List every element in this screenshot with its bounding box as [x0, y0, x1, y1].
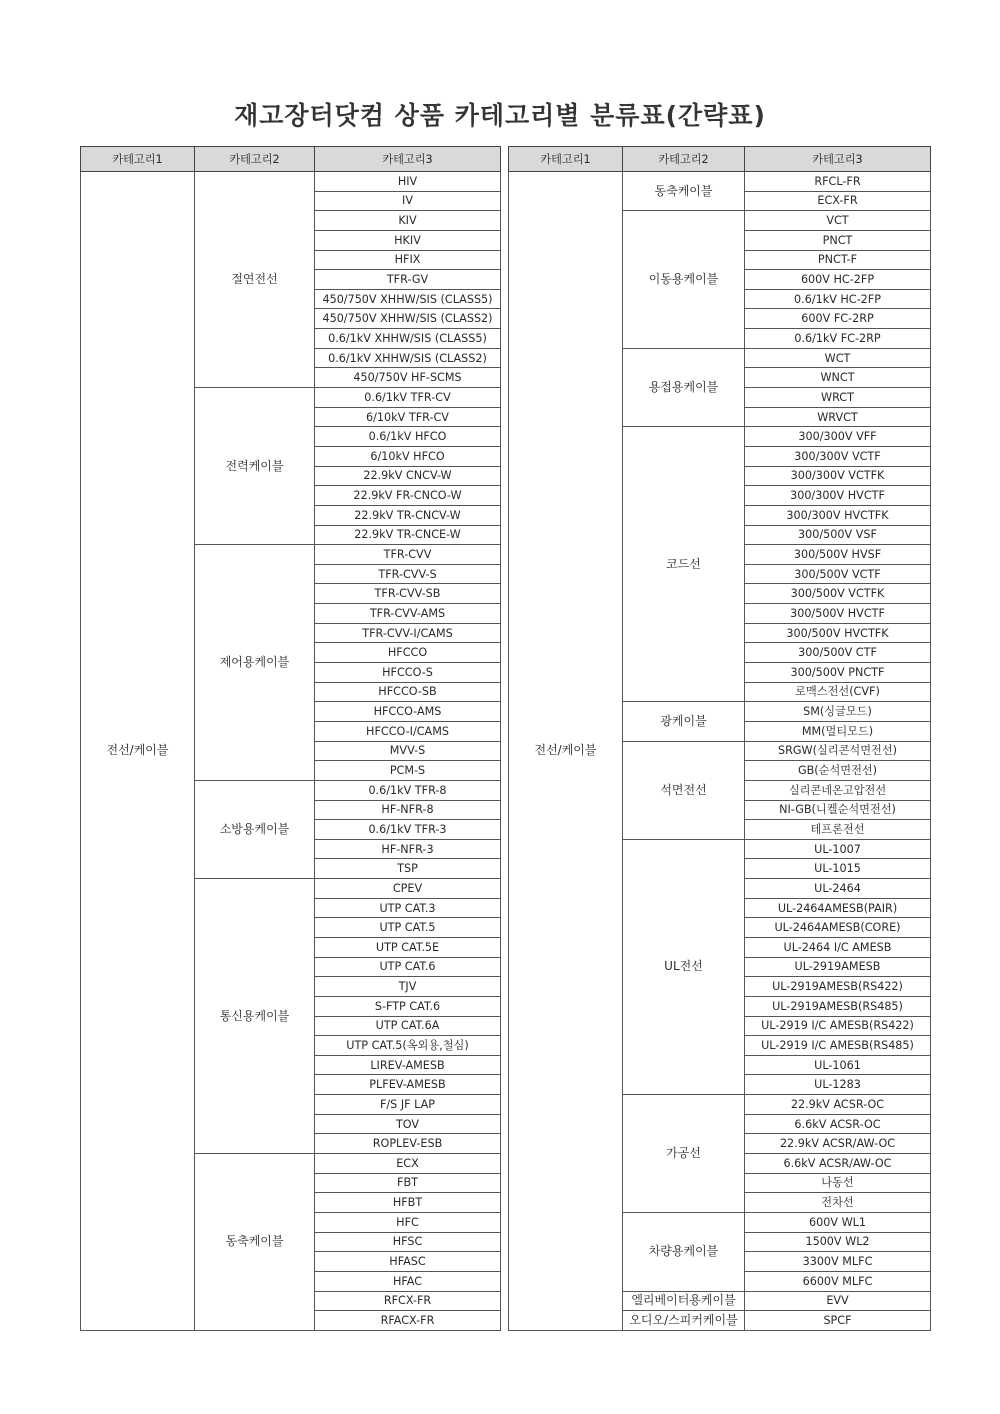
category3-cell: GB(순석면전선)	[745, 761, 931, 781]
category3-cell: 테프론전선	[745, 820, 931, 840]
category3-cell: 6/10kV TFR-CV	[315, 407, 501, 427]
category3-cell: SPCF	[745, 1311, 931, 1331]
category3-cell: WCT	[745, 348, 931, 368]
category3-cell: 6.6kV ACSR-OC	[745, 1114, 931, 1134]
category2-cell: 통신용케이블	[195, 879, 315, 1154]
category2-cell: 동축케이블	[195, 1154, 315, 1331]
category3-cell: PLFEV-AMESB	[315, 1075, 501, 1095]
category3-cell: 600V HC-2FP	[745, 270, 931, 290]
category3-cell: 22.9kV FR-CNCO-W	[315, 486, 501, 506]
category3-cell: TFR-CVV-I/CAMS	[315, 623, 501, 643]
category3-cell: 300/500V VCTFK	[745, 584, 931, 604]
category2-cell: 석면전선	[623, 741, 745, 839]
category3-cell: TOV	[315, 1114, 501, 1134]
category3-cell: 6.6kV ACSR/AW-OC	[745, 1154, 931, 1174]
category3-cell: 22.9kV TR-CNCV-W	[315, 505, 501, 525]
header-category2: 카테고리2	[195, 147, 315, 172]
header-category1: 카테고리1	[509, 147, 623, 172]
category3-cell: SRGW(실리콘석면전선)	[745, 741, 931, 761]
category3-cell: HFCCO-AMS	[315, 702, 501, 722]
category3-cell: TFR-CVV	[315, 545, 501, 565]
category3-cell: PNCT	[745, 230, 931, 250]
header-category3: 카테고리3	[745, 147, 931, 172]
category2-cell: UL전선	[623, 839, 745, 1094]
category3-cell: 450/750V XHHW/SIS (CLASS5)	[315, 289, 501, 309]
category3-cell: UTP CAT.6	[315, 957, 501, 977]
category3-cell: HFASC	[315, 1252, 501, 1272]
category3-cell: SM(싱글모드)	[745, 702, 931, 722]
category3-cell: CPEV	[315, 879, 501, 899]
category3-cell: 300/500V PNCTF	[745, 663, 931, 683]
category3-cell: 22.9kV CNCV-W	[315, 466, 501, 486]
category3-cell: UL-2464	[745, 879, 931, 899]
category3-cell: EVV	[745, 1291, 931, 1311]
table-row	[81, 172, 501, 192]
category3-cell: 300/500V HVSF	[745, 545, 931, 565]
category3-cell: UTP CAT.5(옥외용,철심)	[315, 1036, 501, 1056]
category3-cell: 450/750V XHHW/SIS (CLASS2)	[315, 309, 501, 329]
category1-cell: 전선/케이블	[509, 172, 623, 1331]
category3-cell: TJV	[315, 977, 501, 997]
category3-cell: UTP CAT.6A	[315, 1016, 501, 1036]
category3-cell: 22.9kV ACSR-OC	[745, 1095, 931, 1115]
category3-cell: 22.9kV ACSR/AW-OC	[745, 1134, 931, 1154]
category3-cell: 300/300V VCTFK	[745, 466, 931, 486]
category3-cell: 실리콘네온고압전선	[745, 780, 931, 800]
header-category2: 카테고리2	[623, 147, 745, 172]
category-table-left	[80, 146, 501, 1331]
category3-cell: HFC	[315, 1212, 501, 1232]
category3-cell: HFBT	[315, 1193, 501, 1213]
category3-cell: FBT	[315, 1173, 501, 1193]
category3-cell: 300/300V HVCTFK	[745, 505, 931, 525]
category2-cell: 제어용케이블	[195, 545, 315, 781]
category3-cell: 0.6/1kV HFCO	[315, 427, 501, 447]
category3-cell: HFCCO-S	[315, 663, 501, 683]
category3-cell: 0.6/1kV TFR-3	[315, 820, 501, 840]
category2-cell: 코드선	[623, 427, 745, 702]
category3-cell: 로맥스전선(CVF)	[745, 682, 931, 702]
category2-cell: 동축케이블	[623, 172, 745, 211]
category3-cell: ECX-FR	[745, 191, 931, 211]
category3-cell: TFR-GV	[315, 270, 501, 290]
category3-cell: UL-1015	[745, 859, 931, 879]
category3-cell: PNCT-F	[745, 250, 931, 270]
category3-cell: 300/300V VFF	[745, 427, 931, 447]
category3-cell: UL-2464AMESB(CORE)	[745, 918, 931, 938]
category3-cell: 300/500V HVCTF	[745, 604, 931, 624]
category3-cell: PCM-S	[315, 761, 501, 781]
category3-cell: HF-NFR-3	[315, 839, 501, 859]
category3-cell: UTP CAT.3	[315, 898, 501, 918]
category3-cell: 3300V MLFC	[745, 1252, 931, 1272]
header-row	[81, 147, 501, 172]
category3-cell: WRCT	[745, 388, 931, 408]
category3-cell: TFR-CVV-S	[315, 564, 501, 584]
category3-cell: ECX	[315, 1154, 501, 1174]
category3-cell: 22.9kV TR-CNCE-W	[315, 525, 501, 545]
category2-cell: 엘리베이터용케이블	[623, 1291, 745, 1311]
category3-cell: 0.6/1kV TFR-8	[315, 780, 501, 800]
category3-cell: UL-2919AMESB(RS422)	[745, 977, 931, 997]
category3-cell: HFCCO-I/CAMS	[315, 721, 501, 741]
category3-cell: HFCCO-SB	[315, 682, 501, 702]
category3-cell: HFAC	[315, 1271, 501, 1291]
category3-cell: 0.6/1kV FC-2RP	[745, 329, 931, 349]
category3-cell: VCT	[745, 211, 931, 231]
category2-cell: 오디오/스피커케이블	[623, 1311, 745, 1331]
category3-cell: UL-2919AMESB(RS485)	[745, 996, 931, 1016]
category3-cell: 6/10kV HFCO	[315, 446, 501, 466]
category3-cell: UL-2464 I/C AMESB	[745, 937, 931, 957]
category2-cell: 이동용케이블	[623, 211, 745, 348]
header-category1: 카테고리1	[81, 147, 195, 172]
category3-cell: 0.6/1kV XHHW/SIS (CLASS5)	[315, 329, 501, 349]
category3-cell: 나동선	[745, 1173, 931, 1193]
category3-cell: 1500V WL2	[745, 1232, 931, 1252]
category1-cell: 전선/케이블	[81, 172, 195, 1331]
page-title: 재고장터닷컴 상품 카테고리별 분류표(간략표)	[234, 101, 766, 130]
category3-cell: 300/300V HVCTF	[745, 486, 931, 506]
category3-cell: UL-2919 I/C AMESB(RS422)	[745, 1016, 931, 1036]
header-category3: 카테고리3	[315, 147, 501, 172]
category2-cell: 가공선	[623, 1095, 745, 1213]
category3-cell: UL-1061	[745, 1055, 931, 1075]
category3-cell: 6600V MLFC	[745, 1271, 931, 1291]
category3-cell: HFCCO	[315, 643, 501, 663]
category-table-right	[508, 146, 931, 1331]
category3-cell: KIV	[315, 211, 501, 231]
category2-cell: 절연전선	[195, 172, 315, 388]
category2-cell: 용접용케이블	[623, 348, 745, 427]
category3-cell: 600V FC-2RP	[745, 309, 931, 329]
category3-cell: UL-2464AMESB(PAIR)	[745, 898, 931, 918]
category3-cell: 0.6/1kV HC-2FP	[745, 289, 931, 309]
category3-cell: LIREV-AMESB	[315, 1055, 501, 1075]
category3-cell: 450/750V HF-SCMS	[315, 368, 501, 388]
category3-cell: HF-NFR-8	[315, 800, 501, 820]
category3-cell: 전차선	[745, 1193, 931, 1213]
category3-cell: UL-2919 I/C AMESB(RS485)	[745, 1036, 931, 1056]
category3-cell: HIV	[315, 172, 501, 192]
category3-cell: NI-GB(니켈순석면전선)	[745, 800, 931, 820]
category2-cell: 차량용케이블	[623, 1212, 745, 1291]
category3-cell: 0.6/1kV TFR-CV	[315, 388, 501, 408]
category3-cell: F/S JF LAP	[315, 1095, 501, 1115]
category3-cell: UL-1007	[745, 839, 931, 859]
category3-cell: 300/300V VCTF	[745, 446, 931, 466]
category3-cell: RFCX-FR	[315, 1291, 501, 1311]
category3-cell: ROPLEV-ESB	[315, 1134, 501, 1154]
category3-cell: WNCT	[745, 368, 931, 388]
category3-cell: UL-2919AMESB	[745, 957, 931, 977]
category3-cell: UL-1283	[745, 1075, 931, 1095]
category2-cell: 소방용케이블	[195, 780, 315, 878]
category3-cell: UTP CAT.5E	[315, 937, 501, 957]
table-row	[509, 172, 931, 192]
category2-cell: 광케이블	[623, 702, 745, 741]
category3-cell: HFIX	[315, 250, 501, 270]
category3-cell: RFCL-FR	[745, 172, 931, 192]
category3-cell: HKIV	[315, 230, 501, 250]
category3-cell: 600V WL1	[745, 1212, 931, 1232]
category3-cell: S-FTP CAT.6	[315, 996, 501, 1016]
category3-cell: MM(멀티모드)	[745, 721, 931, 741]
category3-cell: 300/500V HVCTFK	[745, 623, 931, 643]
category3-cell: UTP CAT.5	[315, 918, 501, 938]
category3-cell: TFR-CVV-AMS	[315, 604, 501, 624]
category3-cell: 300/500V VSF	[745, 525, 931, 545]
category3-cell: TSP	[315, 859, 501, 879]
category2-cell: 전력케이블	[195, 388, 315, 545]
category3-cell: 300/500V CTF	[745, 643, 931, 663]
category3-cell: RFACX-FR	[315, 1311, 501, 1331]
category3-cell: 0.6/1kV XHHW/SIS (CLASS2)	[315, 348, 501, 368]
category3-cell: WRVCT	[745, 407, 931, 427]
category3-cell: TFR-CVV-SB	[315, 584, 501, 604]
category3-cell: MVV-S	[315, 741, 501, 761]
category3-cell: IV	[315, 191, 501, 211]
category3-cell: HFSC	[315, 1232, 501, 1252]
category3-cell: 300/500V VCTF	[745, 564, 931, 584]
header-row	[509, 147, 931, 172]
